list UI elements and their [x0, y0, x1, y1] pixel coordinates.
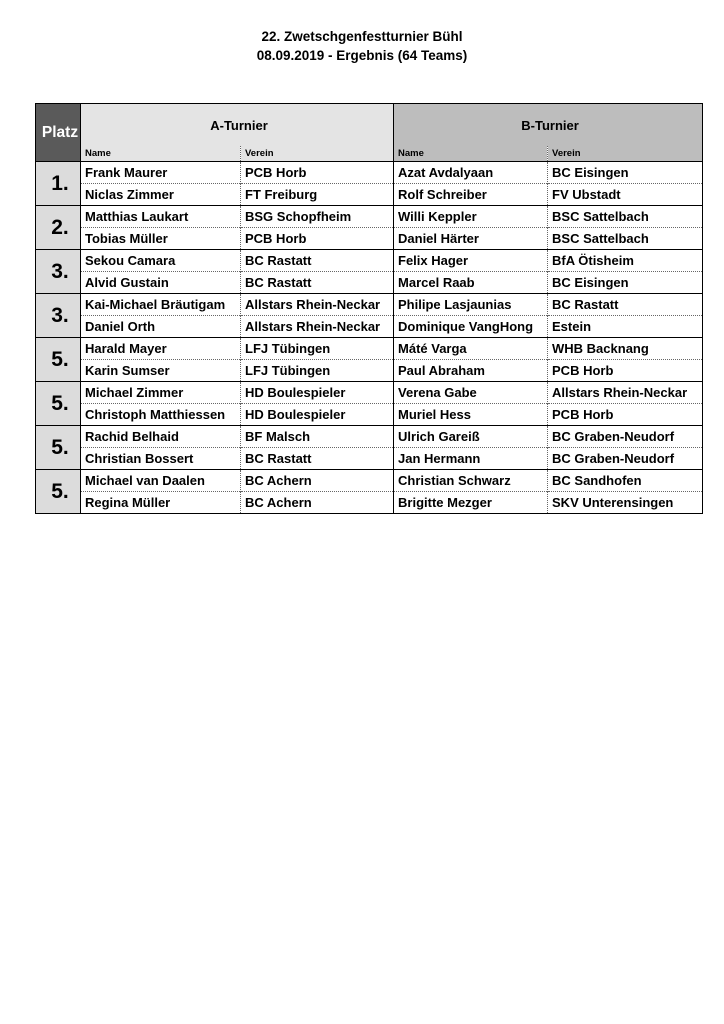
- b-name-cell: Christian Schwarz: [394, 470, 548, 492]
- a-verein-cell: LFJ Tübingen: [241, 360, 394, 382]
- place-cell: 5.: [36, 470, 81, 514]
- results-table: [35, 103, 703, 514]
- b-name-cell: Máté Varga: [394, 338, 548, 360]
- a-verein-cell: BC Achern: [241, 492, 394, 514]
- place-cell: 2.: [36, 206, 81, 250]
- a-name-cell: Karin Sumser: [81, 360, 241, 382]
- table-row: [36, 250, 703, 272]
- a-name-cell: Frank Maurer: [81, 162, 241, 184]
- table-row: [36, 360, 703, 382]
- table-row: [36, 338, 703, 360]
- table-row: [36, 426, 703, 448]
- b-verein-cell: BC Eisingen: [548, 162, 703, 184]
- a-verein-cell: PCB Horb: [241, 228, 394, 250]
- b-verein-cell: BC Graben-Neudorf: [548, 448, 703, 470]
- b-verein-cell: BC Eisingen: [548, 272, 703, 294]
- a-verein-cell: PCB Horb: [241, 162, 394, 184]
- b-verein-cell: BSC Sattelbach: [548, 228, 703, 250]
- document-title: 22. Zwetschgenfestturnier Bühl: [261, 29, 463, 44]
- a-name-cell: Sekou Camara: [81, 250, 241, 272]
- b-name-cell: Felix Hager: [394, 250, 548, 272]
- b-verein-cell: FV Ubstadt: [548, 184, 703, 206]
- a-name-cell: Rachid Belhaid: [81, 426, 241, 448]
- b-verein-cell: SKV Unterensingen: [548, 492, 703, 514]
- b-verein-cell: PCB Horb: [548, 360, 703, 382]
- table-row: [36, 382, 703, 404]
- table-row: [36, 228, 703, 250]
- b-verein-header: Verein: [548, 146, 703, 162]
- a-verein-cell: BC Achern: [241, 470, 394, 492]
- b-verein-cell: BC Graben-Neudorf: [548, 426, 703, 448]
- table-row: [36, 404, 703, 426]
- b-verein-cell: BSC Sattelbach: [548, 206, 703, 228]
- b-name-cell: Jan Hermann: [394, 448, 548, 470]
- b-name-cell: Rolf Schreiber: [394, 184, 548, 206]
- a-verein-cell: BSG Schopfheim: [241, 206, 394, 228]
- a-verein-cell: BC Rastatt: [241, 448, 394, 470]
- b-name-cell: Ulrich Gareiß: [394, 426, 548, 448]
- b-name-cell: Marcel Raab: [394, 272, 548, 294]
- table-row: [36, 448, 703, 470]
- document-subtitle: 08.09.2019 - Ergebnis (64 Teams): [256, 48, 468, 63]
- table-row: [36, 294, 703, 316]
- a-verein-cell: Allstars Rhein-Neckar: [241, 316, 394, 338]
- b-name-cell: Daniel Härter: [394, 228, 548, 250]
- b-name-cell: Paul Abraham: [394, 360, 548, 382]
- table-row: [36, 206, 703, 228]
- a-name-cell: Tobias Müller: [81, 228, 241, 250]
- b-name-cell: Azat Avdalyaan: [394, 162, 548, 184]
- place-cell: 5.: [36, 382, 81, 426]
- b-name-header: Name: [394, 146, 548, 162]
- a-verein-cell: BC Rastatt: [241, 250, 394, 272]
- b-name-cell: Verena Gabe: [394, 382, 548, 404]
- table-row: [36, 272, 703, 294]
- a-verein-cell: LFJ Tübingen: [241, 338, 394, 360]
- a-name-cell: Niclas Zimmer: [81, 184, 241, 206]
- results-body: [36, 162, 703, 514]
- a-turnier-header: A-Turnier: [81, 104, 394, 147]
- b-verein-cell: Allstars Rhein-Neckar: [548, 382, 703, 404]
- place-cell: 1.: [36, 162, 81, 206]
- b-name-cell: Dominique VangHong: [394, 316, 548, 338]
- a-verein-cell: HD Boulespieler: [241, 382, 394, 404]
- table-row: [36, 316, 703, 338]
- a-name-cell: Christian Bossert: [81, 448, 241, 470]
- b-name-cell: Willi Keppler: [394, 206, 548, 228]
- b-verein-cell: PCB Horb: [548, 404, 703, 426]
- a-name-cell: Daniel Orth: [81, 316, 241, 338]
- a-verein-cell: BF Malsch: [241, 426, 394, 448]
- a-verein-cell: HD Boulespieler: [241, 404, 394, 426]
- a-name-cell: Matthias Laukart: [81, 206, 241, 228]
- a-verein-cell: FT Freiburg: [241, 184, 394, 206]
- place-cell: 5.: [36, 426, 81, 470]
- b-turnier-header: B-Turnier: [394, 104, 703, 147]
- b-name-cell: Brigitte Mezger: [394, 492, 548, 514]
- a-name-cell: Harald Mayer: [81, 338, 241, 360]
- b-verein-cell: Estein: [548, 316, 703, 338]
- a-name-cell: Regina Müller: [81, 492, 241, 514]
- platz-header: Platz: [36, 104, 81, 162]
- a-verein-cell: BC Rastatt: [241, 272, 394, 294]
- a-verein-cell: Allstars Rhein-Neckar: [241, 294, 394, 316]
- a-verein-header: Verein: [241, 146, 394, 162]
- b-verein-cell: BfA Ötisheim: [548, 250, 703, 272]
- a-name-cell: Michael van Daalen: [81, 470, 241, 492]
- a-name-cell: Kai-Michael Bräutigam: [81, 294, 241, 316]
- table-row: [36, 470, 703, 492]
- a-name-cell: Michael Zimmer: [81, 382, 241, 404]
- table-row: [36, 184, 703, 206]
- b-name-cell: Philipe Lasjaunias: [394, 294, 548, 316]
- table-row: [36, 162, 703, 184]
- b-verein-cell: WHB Backnang: [548, 338, 703, 360]
- a-name-cell: Christoph Matthiessen: [81, 404, 241, 426]
- table-row: [36, 492, 703, 514]
- place-cell: 3.: [36, 294, 81, 338]
- place-cell: 3.: [36, 250, 81, 294]
- b-name-cell: Muriel Hess: [394, 404, 548, 426]
- place-cell: 5.: [36, 338, 81, 382]
- a-name-cell: Alvid Gustain: [81, 272, 241, 294]
- b-verein-cell: BC Sandhofen: [548, 470, 703, 492]
- a-name-header: Name: [81, 146, 241, 162]
- document-header: [0, 27, 724, 65]
- b-verein-cell: BC Rastatt: [548, 294, 703, 316]
